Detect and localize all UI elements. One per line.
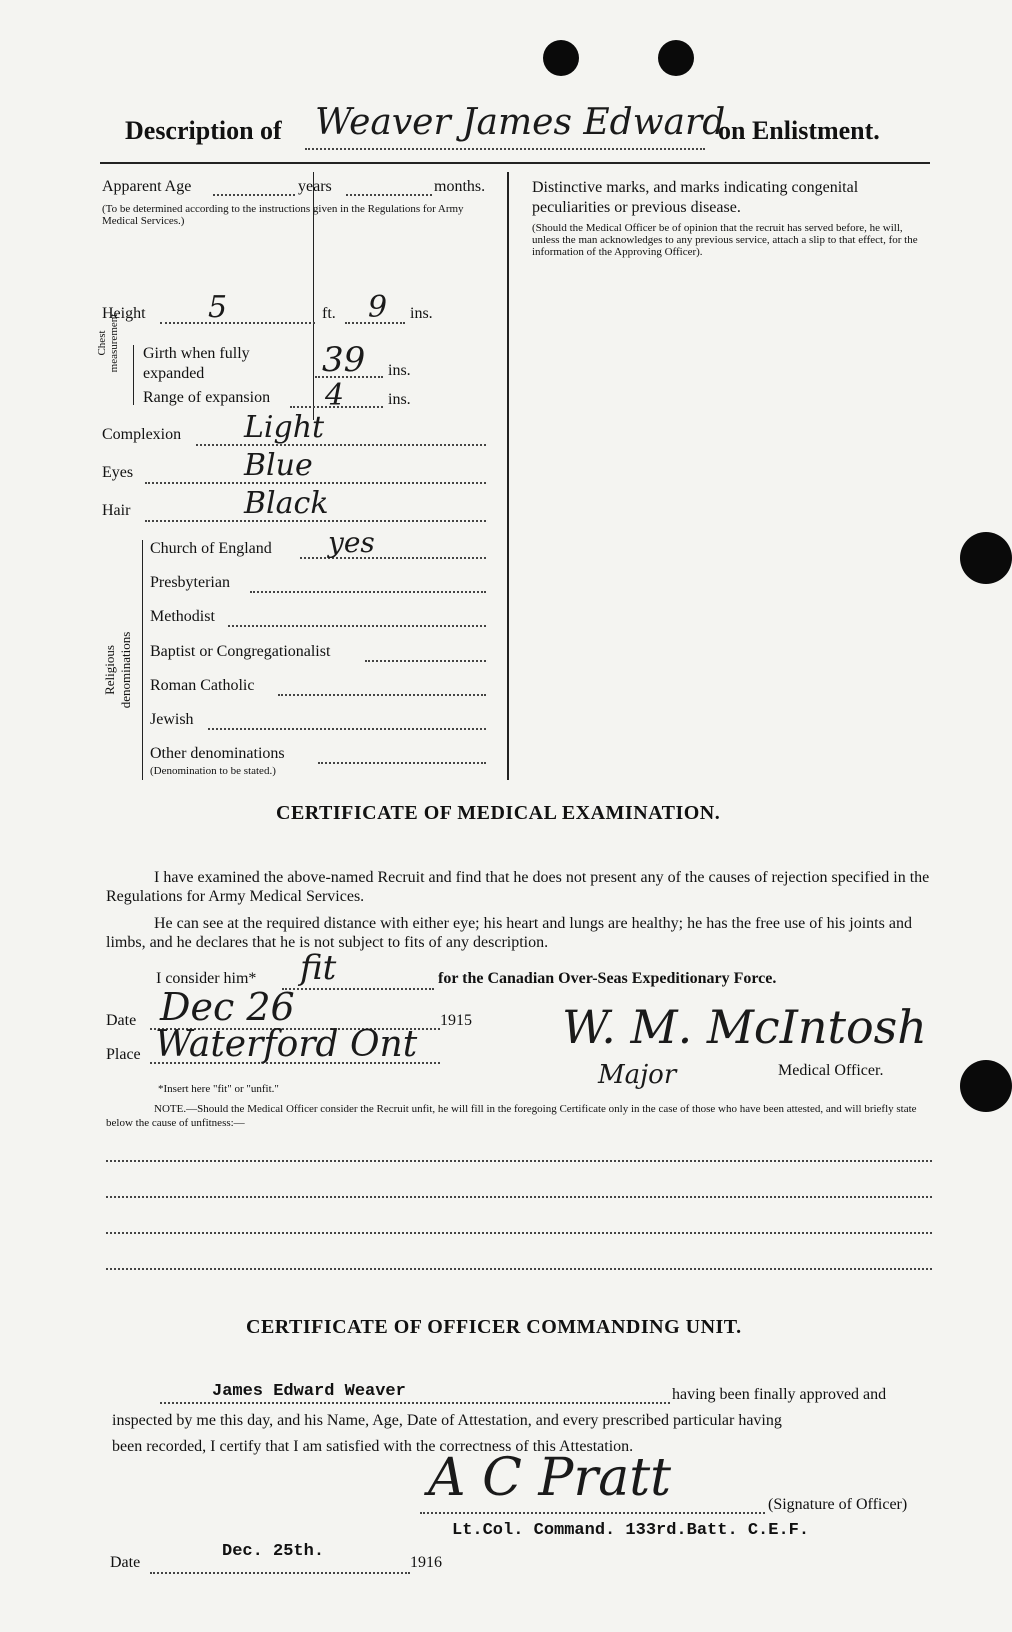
eyes-label: Eyes [102, 464, 134, 481]
commanding-name-line [160, 1402, 670, 1404]
medical-note: NOTE.—Should the Medical Officer consider the Recruit unfit, he will fill in the foregoing Certificate only in the case of those who have been attested, and will briefly state below the cause of unfitness:— [106, 1103, 917, 1129]
consider-value: fit [300, 948, 337, 988]
denomination-value-0: yes [328, 526, 375, 559]
commanding-year: 1916 [410, 1554, 442, 1571]
commanding-line3: been recorded, I certify that I am satisfied with the correctness of this Attestation. [112, 1438, 634, 1455]
medical-heading: CERTIFICATE OF MEDICAL EXAMINATION. [276, 802, 721, 824]
unfitness-line-1 [106, 1160, 932, 1162]
commanding-signature-line [420, 1512, 765, 1514]
height-label: Height [102, 305, 146, 322]
years-label: years [298, 178, 332, 195]
medical-officer-label: Medical Officer. [778, 1062, 884, 1079]
girth-ins: ins. [388, 362, 411, 379]
consider-suffix: for the Canadian Over-Seas Expeditionary Force. [438, 970, 777, 987]
hair-label: Hair [102, 502, 131, 519]
age-years-line [213, 194, 295, 196]
denomination-label-0: Church of England [150, 540, 272, 557]
denomination-line-1 [250, 591, 486, 593]
chest-bracket [133, 345, 134, 405]
header-name-line [305, 148, 705, 150]
range-ins: ins. [388, 391, 411, 408]
eyes-line [145, 482, 486, 484]
commanding-name-typed: James Edward Weaver [212, 1382, 406, 1401]
height-in-value: 9 [368, 290, 388, 325]
medical-officer-signature: W. M. McIntosh [562, 1000, 927, 1054]
medical-para1: I have examined the above-named Recruit and find that he does not present any of the causes of rejection specified in the Regulations for Army Medical Services. [106, 869, 930, 905]
header-prefix: Description of [125, 116, 282, 145]
ins-label: ins. [410, 305, 433, 322]
commanding-signature-label: (Signature of Officer) [768, 1496, 908, 1513]
commanding-heading: CERTIFICATE OF OFFICER COMMANDING UNIT. [246, 1316, 742, 1338]
punch-hole-top-right [658, 40, 694, 76]
height-ft-line [160, 322, 315, 324]
denomination-line-6 [318, 762, 486, 764]
girth-value: 39 [322, 340, 366, 380]
column-divider [507, 172, 509, 780]
medical-date-label: Date [106, 1012, 137, 1029]
religion-bracket [142, 540, 143, 780]
denomination-note: (Denomination to be stated.) [150, 765, 276, 777]
denomination-line-3 [365, 660, 486, 662]
range-label: Range of expansion [143, 389, 271, 406]
denomination-label-6: Other denominations [150, 745, 285, 762]
header-name: Weaver James Edward [315, 102, 726, 143]
medical-para2: He can see at the required distance with either eye; his heart and lungs are healthy; he has the free use of his joints and limbs, and he declares that he is not subject to fits of any description. [106, 915, 912, 951]
punch-hole-right-upper [960, 532, 1012, 584]
distinctive-marks-label: Distinctive marks, and marks indicating congenital peculiarities or previous disease. [532, 179, 859, 216]
chest-side-label: Chest measurement [96, 313, 120, 373]
header-rule [100, 162, 930, 164]
punch-hole-right-lower [960, 1060, 1012, 1112]
complexion-value: Light [244, 410, 325, 445]
range-value: 4 [325, 378, 345, 413]
consider-line [282, 988, 434, 990]
apparent-age-label: Apparent Age [102, 178, 192, 195]
ft-label: ft. [322, 305, 336, 322]
commanding-date-typed: Dec. 25th. [222, 1542, 325, 1561]
consider-prefix: I consider him* [156, 970, 257, 987]
commanding-typed-title: Lt.Col. Command. 133rd.Batt. C.E.F. [452, 1521, 810, 1540]
commanding-date-line [150, 1572, 410, 1574]
age-months-line [346, 194, 432, 196]
denomination-line-4 [278, 694, 486, 696]
distinctive-marks-note: (Should the Medical Officer be of opinion that the recruit has served before, he will, unless the man acknowledges to any previous service, attach a slip to that effect, for the information of the Approving Officer). [532, 222, 918, 258]
commanding-line2: inspected by me this day, and his Name, Age, Date of Attestation, and every prescribed particular having [112, 1412, 782, 1429]
complexion-label: Complexion [102, 426, 182, 443]
header-suffix: on Enlistment. [718, 116, 880, 145]
denomination-label-5: Jewish [150, 711, 194, 728]
medical-place-value: Waterford Ont [155, 1024, 418, 1065]
commanding-line1-suffix: having been finally approved and [672, 1386, 887, 1403]
months-label: months. [434, 178, 486, 195]
hair-value: Black [244, 486, 329, 521]
eyes-value: Blue [244, 448, 313, 483]
medical-year: 1915 [440, 1012, 472, 1029]
unfitness-line-2 [106, 1196, 932, 1198]
complexion-line [196, 444, 486, 446]
religion-side-label: Religious denominations [102, 631, 133, 709]
medical-place-label: Place [106, 1046, 141, 1063]
unfitness-line-3 [106, 1232, 932, 1234]
unfitness-line-4 [106, 1268, 932, 1270]
denomination-label-4: Roman Catholic [150, 677, 255, 694]
medical-officer-rank: Major [598, 1060, 677, 1090]
commanding-date-label: Date [110, 1554, 141, 1571]
insert-note: *Insert here "fit" or "unfit." [158, 1083, 279, 1095]
denomination-label-1: Presbyterian [150, 574, 230, 591]
girth-label: Girth when fully expanded [143, 345, 250, 382]
denomination-label-2: Methodist [150, 608, 215, 625]
commanding-signature: A C Pratt [428, 1448, 672, 1508]
medical-date-value: Dec 26 [160, 985, 295, 1029]
denomination-line-5 [208, 728, 486, 730]
denomination-line-2 [228, 625, 486, 627]
denomination-label-3: Baptist or Congregationalist [150, 643, 331, 660]
age-note: (To be determined according to the instructions given in the Regulations for Army Medical Services.) [102, 203, 464, 227]
punch-hole-top-left [543, 40, 579, 76]
height-ft-value: 5 [208, 290, 228, 325]
